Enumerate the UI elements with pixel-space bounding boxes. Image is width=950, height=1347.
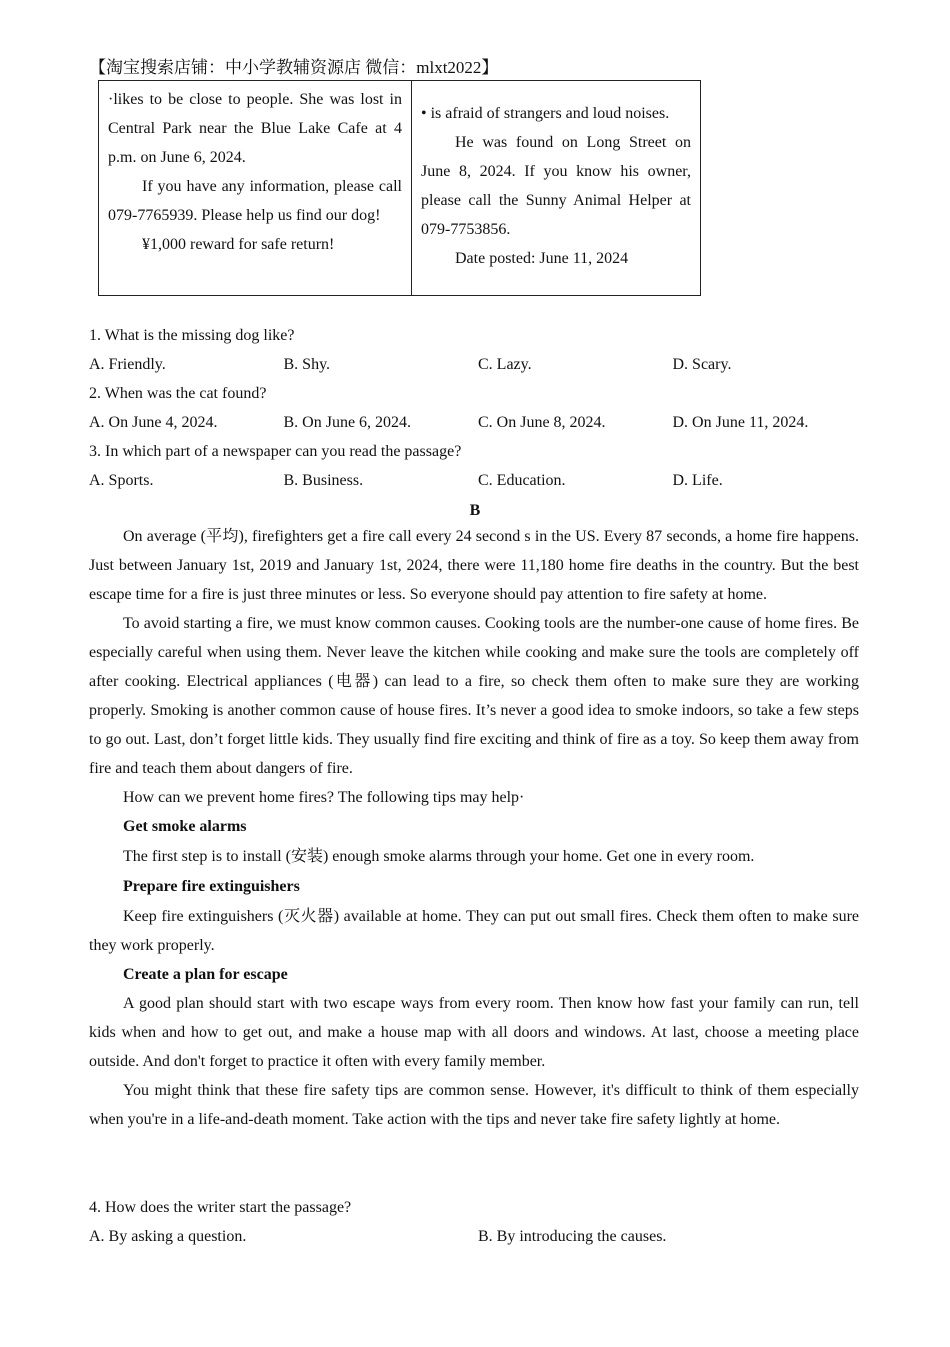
passage-paragraph: How can we prevent home fires? The following tips may help· xyxy=(123,789,525,806)
option-d: D. Scary. xyxy=(672,356,732,373)
found-pet-description: • is afraid of strangers and loud noises. xyxy=(421,105,670,122)
question-2-options xyxy=(89,408,879,437)
option-d: D. Life. xyxy=(672,472,723,489)
option-d: D. On June 11, 2024. xyxy=(672,414,809,431)
option-a: A. Sports. xyxy=(89,472,154,489)
subheading-fire-extinguishers: Prepare fire extinguishers xyxy=(123,878,300,895)
passage-paragraph: Keep fire extinguishers (灭火器) available at home. They can put out small fires. Check them often to make sure they work properly. xyxy=(89,908,859,954)
option-b: B. On June 6, 2024. xyxy=(283,414,412,431)
option-a: A. Friendly. xyxy=(89,356,166,373)
subheading-smoke-alarms: Get smoke alarms xyxy=(123,818,247,835)
found-pet-contact: He was found on Long Street on June 8, 2024. If you know his owner, please call the Sunny Animal Helper at 079-7753856. xyxy=(421,134,691,238)
question-1-options xyxy=(89,350,879,379)
option-a: A. By asking a question. xyxy=(89,1228,247,1245)
lost-dog-description: ·likes to be close to people. She was lost in Central Park near the Blue Lake Cafe at 4 p.m. on June 6, 2024. xyxy=(108,91,402,166)
found-pet-date: Date posted: June 11, 2024 xyxy=(455,250,629,267)
question-3: 3. In which part of a newspaper can you read the passage? xyxy=(89,443,462,460)
notice-table xyxy=(98,80,701,296)
question-1: 1. What is the missing dog like? xyxy=(89,327,295,344)
passage-paragraph: The first step is to install (安装) enough smoke alarms through your home. Get one in every room. xyxy=(123,848,755,865)
found-pet-notice xyxy=(412,81,701,296)
section-b-title: B xyxy=(469,502,481,519)
questions-section-a xyxy=(89,321,879,495)
lost-dog-notice xyxy=(99,81,412,296)
option-c: C. Education. xyxy=(478,472,566,489)
lost-dog-reward: ¥1,000 reward for safe return! xyxy=(142,236,335,253)
option-b: B. Business. xyxy=(283,472,364,489)
option-c: C. Lazy. xyxy=(478,356,532,373)
passage-b xyxy=(89,522,859,1134)
passage-paragraph: You might think that these fire safety tips are common sense. However, it's difficult to think of them especially when you're in a life-and-death moment. Take action with the tips and never take fire safety lightly at home. xyxy=(89,1082,859,1128)
page-header: 【淘宝搜索店铺：中小学教辅资源店 微信：mlxt2022】 xyxy=(89,58,499,77)
question-4-block xyxy=(89,1193,879,1251)
question-2: 2. When was the cat found? xyxy=(89,385,267,402)
option-a: A. On June 4, 2024. xyxy=(89,414,218,431)
passage-paragraph: To avoid starting a fire, we must know common causes. Cooking tools are the number-one cause of home fires. Be especially careful when using them. Never leave the kitchen while cooking and make sure the tools are completely off after cooking. Electrical appliances (电器) can lead to a fire, so check them often to make sure they are working properly. Smoking is another common cause of house fires. It’s never a good idea to smoke indoors, so take a few steps to go out. Last, don’t forget little kids. They usually find fire exciting and think of fire as a toy. So keep them away from fire and teach them about dangers of fire. xyxy=(89,615,859,777)
option-b: B. By introducing the causes. xyxy=(478,1228,667,1245)
option-b: B. Shy. xyxy=(283,356,331,373)
question-4: 4. How does the writer start the passage? xyxy=(89,1199,352,1216)
lost-dog-contact: If you have any information, please call 079-7765939. Please help us find our dog! xyxy=(108,178,402,224)
question-4-options xyxy=(89,1222,879,1251)
passage-paragraph: On average (平均), firefighters get a fire call every 24 second s in the US. Every 87 seconds, a home fire happens. Just between January 1st, 2019 and January 1st, 2024, there were 11,180 home fire deaths in the country. But the best escape time for a fire is just three minutes or less. So everyone should pay attention to fire safety at home. xyxy=(89,528,859,603)
option-c: C. On June 8, 2024. xyxy=(478,414,606,431)
passage-paragraph: A good plan should start with two escape ways from every room. Then know how fast your family can run, tell kids when and how to get out, and make a house map with all doors and windows. At last, choose a meeting place outside. And don't forget to practice it often with every family member. xyxy=(89,995,859,1070)
question-3-options xyxy=(89,466,879,495)
section-b-heading-wrap xyxy=(89,496,879,525)
subheading-escape-plan: Create a plan for escape xyxy=(123,966,288,983)
